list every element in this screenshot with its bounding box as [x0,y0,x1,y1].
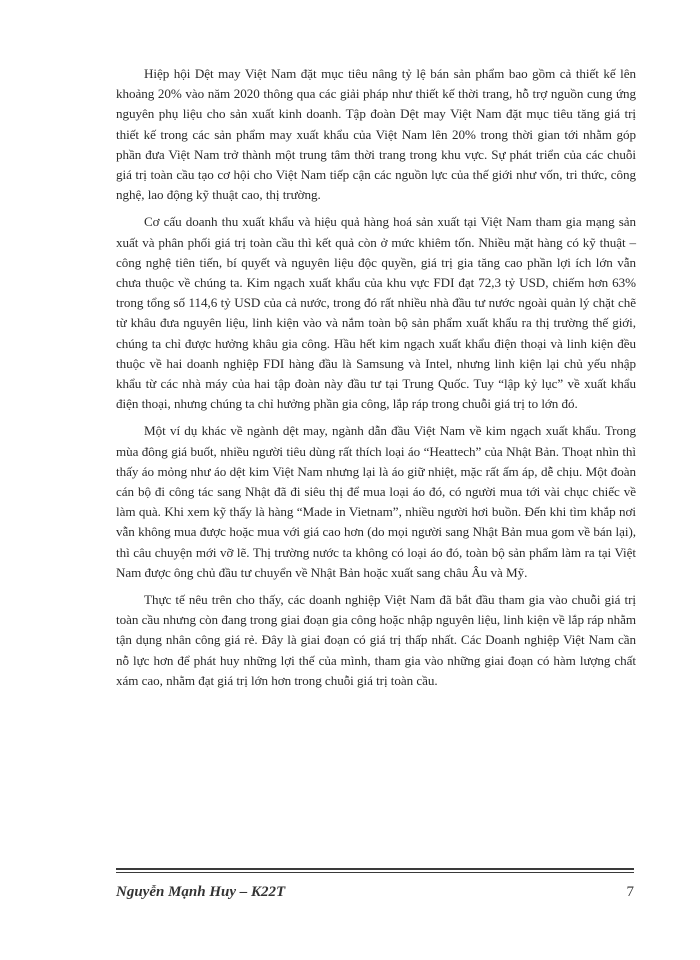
paragraph-4: Thực tế nêu trên cho thấy, các doanh nghiệp Việt Nam đã bắt đầu tham gia vào chuỗi giá trị toàn cầu nhưng còn đang trong giai đoạn gia công hoặc nhập nguyên liệu, linh kiện về lắp ráp nhằm tận dụng nhân công giá rẻ. Đây là giai đoạn có giá trị thấp nhất. Các Doanh nghiệp Việt Nam cần nỗ lực hơn để phát huy những lợi thế của mình, tham gia vào những giai đoạn có hàm lượng chất xám cao, nhằm đạt giá trị lớn hơn trong chuỗi giá trị toàn cầu. [116,592,636,688]
paragraph-3: Một ví dụ khác về ngành dệt may, ngành dẫn đầu Việt Nam về kim ngạch xuất khẩu. Trong mùa đông giá buốt, nhiều người tiêu dùng rất thích loại áo “Heattech” của Nhật Bản. Thoạt nhìn thì thấy áo mỏng như áo dệt kim Việt Nam nhưng lại là áo giữ nhiệt, mặc rất ấm áp, dễ chịu. Một đoàn cán bộ đi công tác sang Nhật đã đi siêu thị để mua loại áo đó, có người mua tới vài chục chiếc về làm quà. Khi xem kỹ thấy là hàng “Made in Vietnam”, nhiều người hơi buồn. Đến khi tìm khắp nơi vẫn không mua được hoặc mua với giá cao hơn (do mọi người sang Nhật Bản mua gom về bán lại), thì câu chuyện mới vỡ lẽ. Thị trường nước ta không có loại áo đó, toàn bộ sản phẩm làm ra tại Việt Nam được ông chủ đầu tư chuyển về Nhật Bản hoặc xuất sang châu Âu và Mỹ. [116,423,636,580]
paragraph-1: Hiệp hội Dệt may Việt Nam đặt mục tiêu nâng tỷ lệ bán sản phẩm bao gồm cả thiết kế lên khoảng 20% vào năm 2020 thông qua các giải pháp như thiết kế thời trang, hỗ trợ nguồn cung ứng nguyên phụ liệu cho sản xuất kinh doanh. Tập đoàn Dệt may Việt Nam đặt mục tiêu tăng giá trị thiết kế trong các sản phẩm may xuất khẩu của Việt Nam lên 20% trong thời gian tới nhằm góp phần đưa Việt Nam trở thành một trung tâm thời trang trong khu vực. Sự phát triển của các chuỗi giá trị toàn cầu tạo cơ hội cho Việt Nam tiếp cận các nguồn lực của thế giới như vốn, tri thức, công nghệ, lao động kỹ thuật cao, thị trường. [116,66,636,203]
footer-author: Nguyễn Mạnh Huy – K22T [116,884,286,900]
paragraph-2: Cơ cấu doanh thu xuất khẩu và hiệu quả hàng hoá sản xuất tại Việt Nam tham gia mạng sản xuất và phân phối giá trị toàn cầu thì kết quả còn ở mức khiêm tốn. Nhiều mặt hàng có kỹ thuật – công nghệ tiên tiến, bí quyết và nguyên liệu độc quyền, giá trị gia tăng cao phần lợi ích lớn vẫn chưa thuộc về chúng ta. Kim ngạch xuất khẩu của khu vực FDI đạt 72,3 tỷ USD, chiếm hơn 63% trong tổng số 114,6 tỷ USD của cả nước, trong đó rất nhiều nhà đầu tư nước ngoài quản lý chặt chẽ từ khâu đưa nguyên liệu, linh kiện vào và nắm toàn bộ sản phẩm xuất khẩu ra thị trường thế giới, chúng ta chỉ được hưởng khâu gia công. Hầu hết kim ngạch xuất khẩu điện thoại và linh kiện đều thuộc về hai doanh nghiệp FDI hàng đầu là Samsung và Intel, nhưng linh kiện lại chủ yếu nhập khẩu từ các nhà máy của hai tập đoàn này đầu tư tại Trung Quốc. Tuy “lập kỷ lục” về xuất khẩu điện thoại, nhưng chúng ta chỉ hưởng phần gia công, lắp ráp trong chuỗi giá trị to lớn đó. [116,214,636,412]
page-number: 7 [626,884,634,900]
footer-divider-thin [116,872,634,873]
body-text [116,64,636,698]
footer-divider [116,868,634,870]
